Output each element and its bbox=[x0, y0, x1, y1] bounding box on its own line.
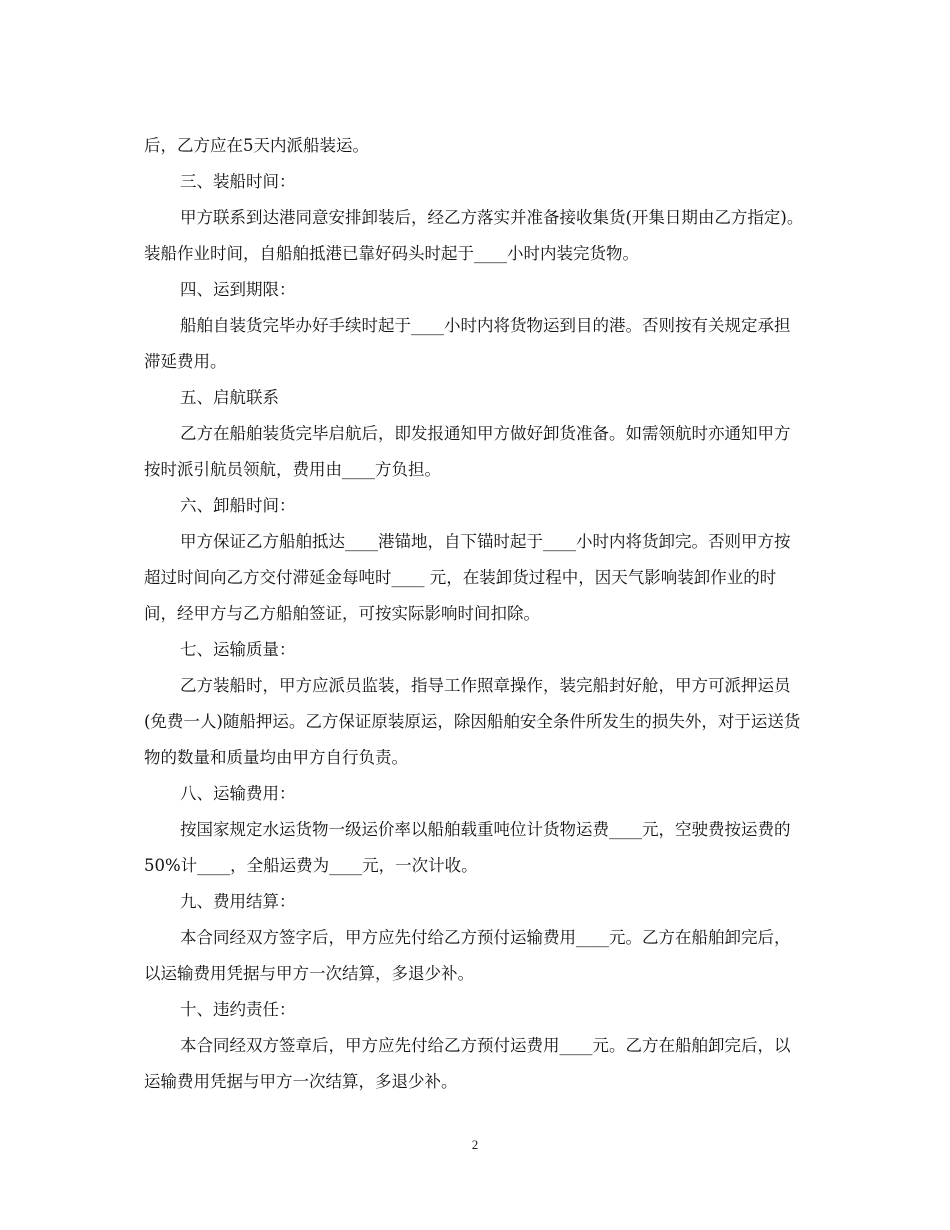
section-heading-6: 六、卸船时间： bbox=[180, 496, 296, 515]
section-body-9: 本合同经双方签字后，甲方应先付给乙方预付运输费用____元。乙方在船舶卸完后，以运输费用凭据与甲方一次结算，多退少补。 bbox=[144, 928, 791, 983]
page-number: 2 bbox=[471, 1137, 479, 1152]
section-body-6: 甲方保证乙方船舶抵达____港锚地，自下锚时起于____小时内将货卸完。否则甲方按超过时间向乙方交付滞延金每吨时____ 元，在装卸货过程中，因天气影响装卸作业的时间，经甲方与乙方船舶签证，可按实际影响时间扣除。 bbox=[144, 532, 791, 623]
section-heading-3: 三、装船时间： bbox=[180, 172, 296, 191]
section-heading-10: 十、违约责任： bbox=[180, 1000, 296, 1019]
section-body-10: 本合同经双方签章后，甲方应先付给乙方预付运费用____元。乙方在船舶卸完后，以运输费用凭据与甲方一次结算，多退少补。 bbox=[144, 1036, 791, 1091]
section-heading-8: 八、运输费用： bbox=[180, 784, 296, 803]
section-heading-9: 九、费用结算： bbox=[180, 892, 296, 911]
section-body-3: 甲方联系到达港同意安排卸装后，经乙方落实并准备接收集货(开集日期由乙方指定)。装船作业时间，自船舶抵港已靠好码头时起于____小时内装完货物。 bbox=[144, 208, 804, 263]
section-heading-7: 七、运输质量： bbox=[180, 640, 296, 659]
section-body-7: 乙方装船时，甲方应派员监装，指导工作照章操作，装完船封好舱，甲方可派押运员(免费一人)随船押运。乙方保证原装原运，除因船舶安全条件所发生的损失外，对于运送货物的数量和质量均由甲方自行负责。 bbox=[144, 676, 801, 767]
section-heading-5: 五、启航联系 bbox=[180, 388, 279, 407]
paragraph-continuation: 后，乙方应在5天内派船装运。 bbox=[144, 136, 369, 155]
section-body-5: 乙方在船舶装货完毕启航后，即发报通知甲方做好卸货准备。如需领航时亦通知甲方按时派引航员领航，费用由____方负担。 bbox=[144, 424, 791, 479]
section-body-4: 船舶自装货完毕办好手续时起于____小时内将货物运到目的港。否则按有关规定承担滞延费用。 bbox=[144, 316, 791, 371]
section-heading-4: 四、运到期限： bbox=[180, 280, 296, 299]
section-body-8: 按国家规定水运货物一级运价率以船舶载重吨位计货物运费____元，空驶费按运费的50%计____，全船运费为____元，一次计收。 bbox=[144, 820, 791, 875]
